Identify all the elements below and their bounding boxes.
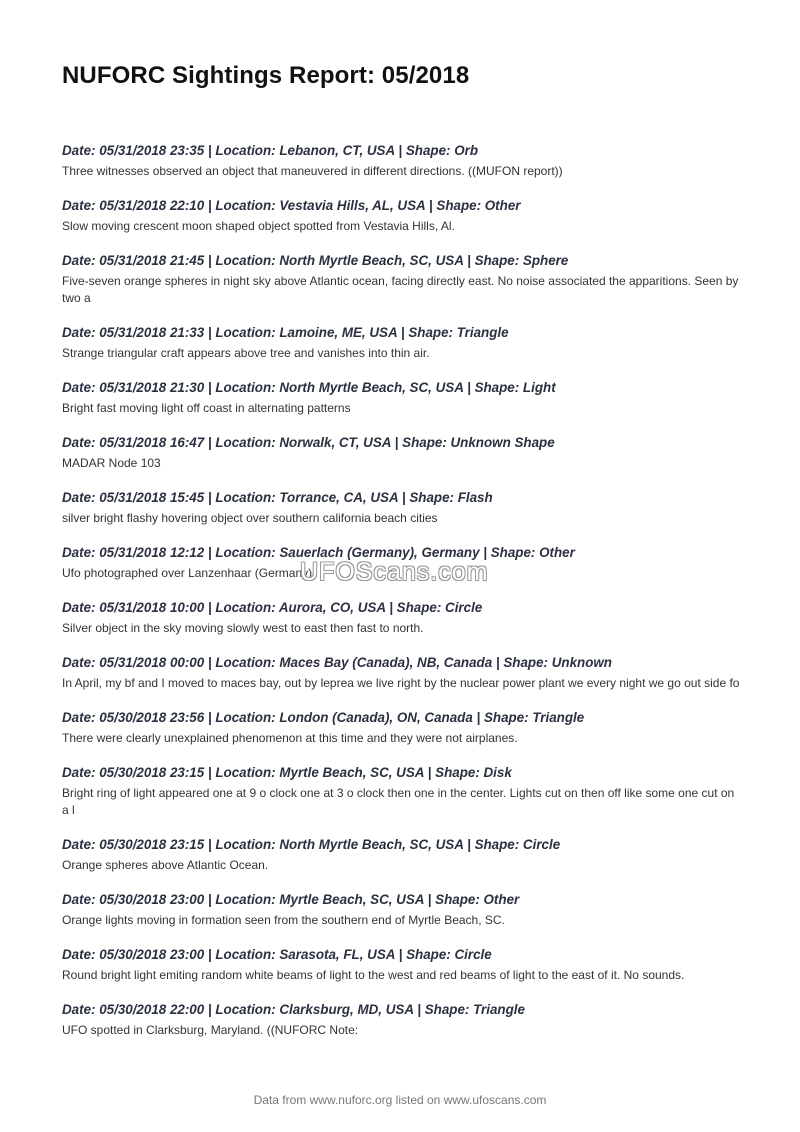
entry-description: Five-seven orange spheres in night sky above Atlantic ocean, facing directly east. No noise associated the apparitions. Seen by two a <box>62 274 739 305</box>
list-item <box>62 197 742 235</box>
sightings-list <box>62 142 742 1056</box>
entry-heading: Date: 05/31/2018 23:35 | Location: Lebanon, CT, USA | Shape: Orb <box>62 143 479 158</box>
list-item <box>62 489 742 527</box>
list-item <box>62 891 742 929</box>
entry-description: Orange lights moving in formation seen from the southern end of Myrtle Beach, SC. <box>62 913 505 927</box>
entry-heading: Date: 05/30/2018 23:56 | Location: London (Canada), ON, Canada | Shape: Triangle <box>62 710 585 725</box>
entry-heading: Date: 05/31/2018 12:12 | Location: Sauerlach (Germany), Germany | Shape: Other <box>62 545 575 560</box>
entry-description: Three witnesses observed an object that maneuvered in different directions. ((MUFON report)) <box>62 164 563 178</box>
list-item <box>62 142 742 180</box>
entry-description: Bright ring of light appeared one at 9 o clock one at 3 o clock then one in the center. Lights cut on then off like some one cut on a l <box>62 786 735 817</box>
footer-credit: Data from www.nuforc.org listed on www.ufoscans.com <box>253 1093 547 1107</box>
entry-description: silver bright flashy hovering object over southern california beach cities <box>62 511 438 525</box>
list-item <box>62 324 742 362</box>
entry-description: MADAR Node 103 <box>62 456 161 470</box>
watermark: UFOScans.com <box>300 558 489 586</box>
entry-description: Ufo photographed over Lanzenhaar (Germany) <box>62 566 313 580</box>
list-item <box>62 836 742 874</box>
entry-heading: Date: 05/31/2018 21:30 | Location: North Myrtle Beach, SC, USA | Shape: Light <box>62 380 556 395</box>
list-item <box>62 946 742 984</box>
entry-description: In April, my bf and I moved to maces bay, out by leprea we live right by the nuclear power plant we every night we go out side fo <box>62 676 740 690</box>
entry-description: UFO spotted in Clarksburg, Maryland. ((NUFORC Note: <box>62 1023 359 1037</box>
list-item <box>62 599 742 637</box>
list-item <box>62 654 742 692</box>
entry-description: Bright fast moving light off coast in alternating patterns <box>62 401 351 415</box>
list-item <box>62 1001 742 1039</box>
list-item <box>62 764 742 819</box>
list-item <box>62 544 742 582</box>
entry-description: Silver object in the sky moving slowly west to east then fast to north. <box>62 621 424 635</box>
entry-description: There were clearly unexplained phenomenon at this time and they were not airplanes. <box>62 731 518 745</box>
entry-heading: Date: 05/31/2018 22:10 | Location: Vestavia Hills, AL, USA | Shape: Other <box>62 198 521 213</box>
entry-description: Orange spheres above Atlantic Ocean. <box>62 858 269 872</box>
entry-description: Slow moving crescent moon shaped object spotted from Vestavia Hills, Al. <box>62 219 455 233</box>
entry-heading: Date: 05/31/2018 15:45 | Location: Torrance, CA, USA | Shape: Flash <box>62 490 493 505</box>
entry-heading: Date: 05/31/2018 21:45 | Location: North Myrtle Beach, SC, USA | Shape: Sphere <box>62 253 569 268</box>
entry-heading: Date: 05/31/2018 10:00 | Location: Aurora, CO, USA | Shape: Circle <box>62 600 483 615</box>
entry-description: Strange triangular craft appears above tree and vanishes into thin air. <box>62 346 430 360</box>
entry-heading: Date: 05/30/2018 23:15 | Location: Myrtle Beach, SC, USA | Shape: Disk <box>62 765 512 780</box>
list-item <box>62 379 742 417</box>
page-title: NUFORC Sightings Report: 05/2018 <box>62 62 470 89</box>
entry-heading: Date: 05/31/2018 00:00 | Location: Maces Bay (Canada), NB, Canada | Shape: Unknown <box>62 655 612 670</box>
entry-heading: Date: 05/31/2018 16:47 | Location: Norwalk, CT, USA | Shape: Unknown Shape <box>62 435 555 450</box>
list-item <box>62 709 742 747</box>
entry-heading: Date: 05/31/2018 21:33 | Location: Lamoine, ME, USA | Shape: Triangle <box>62 325 509 340</box>
entry-description: Round bright light emiting random white beams of light to the west and red beams of light to the east of it. No sounds. <box>62 968 685 982</box>
entry-heading: Date: 05/30/2018 23:15 | Location: North Myrtle Beach, SC, USA | Shape: Circle <box>62 837 561 852</box>
list-item <box>62 252 742 307</box>
entry-heading: Date: 05/30/2018 22:00 | Location: Clarksburg, MD, USA | Shape: Triangle <box>62 1002 525 1017</box>
list-item <box>62 434 742 472</box>
entry-heading: Date: 05/30/2018 23:00 | Location: Myrtle Beach, SC, USA | Shape: Other <box>62 892 520 907</box>
entry-heading: Date: 05/30/2018 23:00 | Location: Sarasota, FL, USA | Shape: Circle <box>62 947 492 962</box>
